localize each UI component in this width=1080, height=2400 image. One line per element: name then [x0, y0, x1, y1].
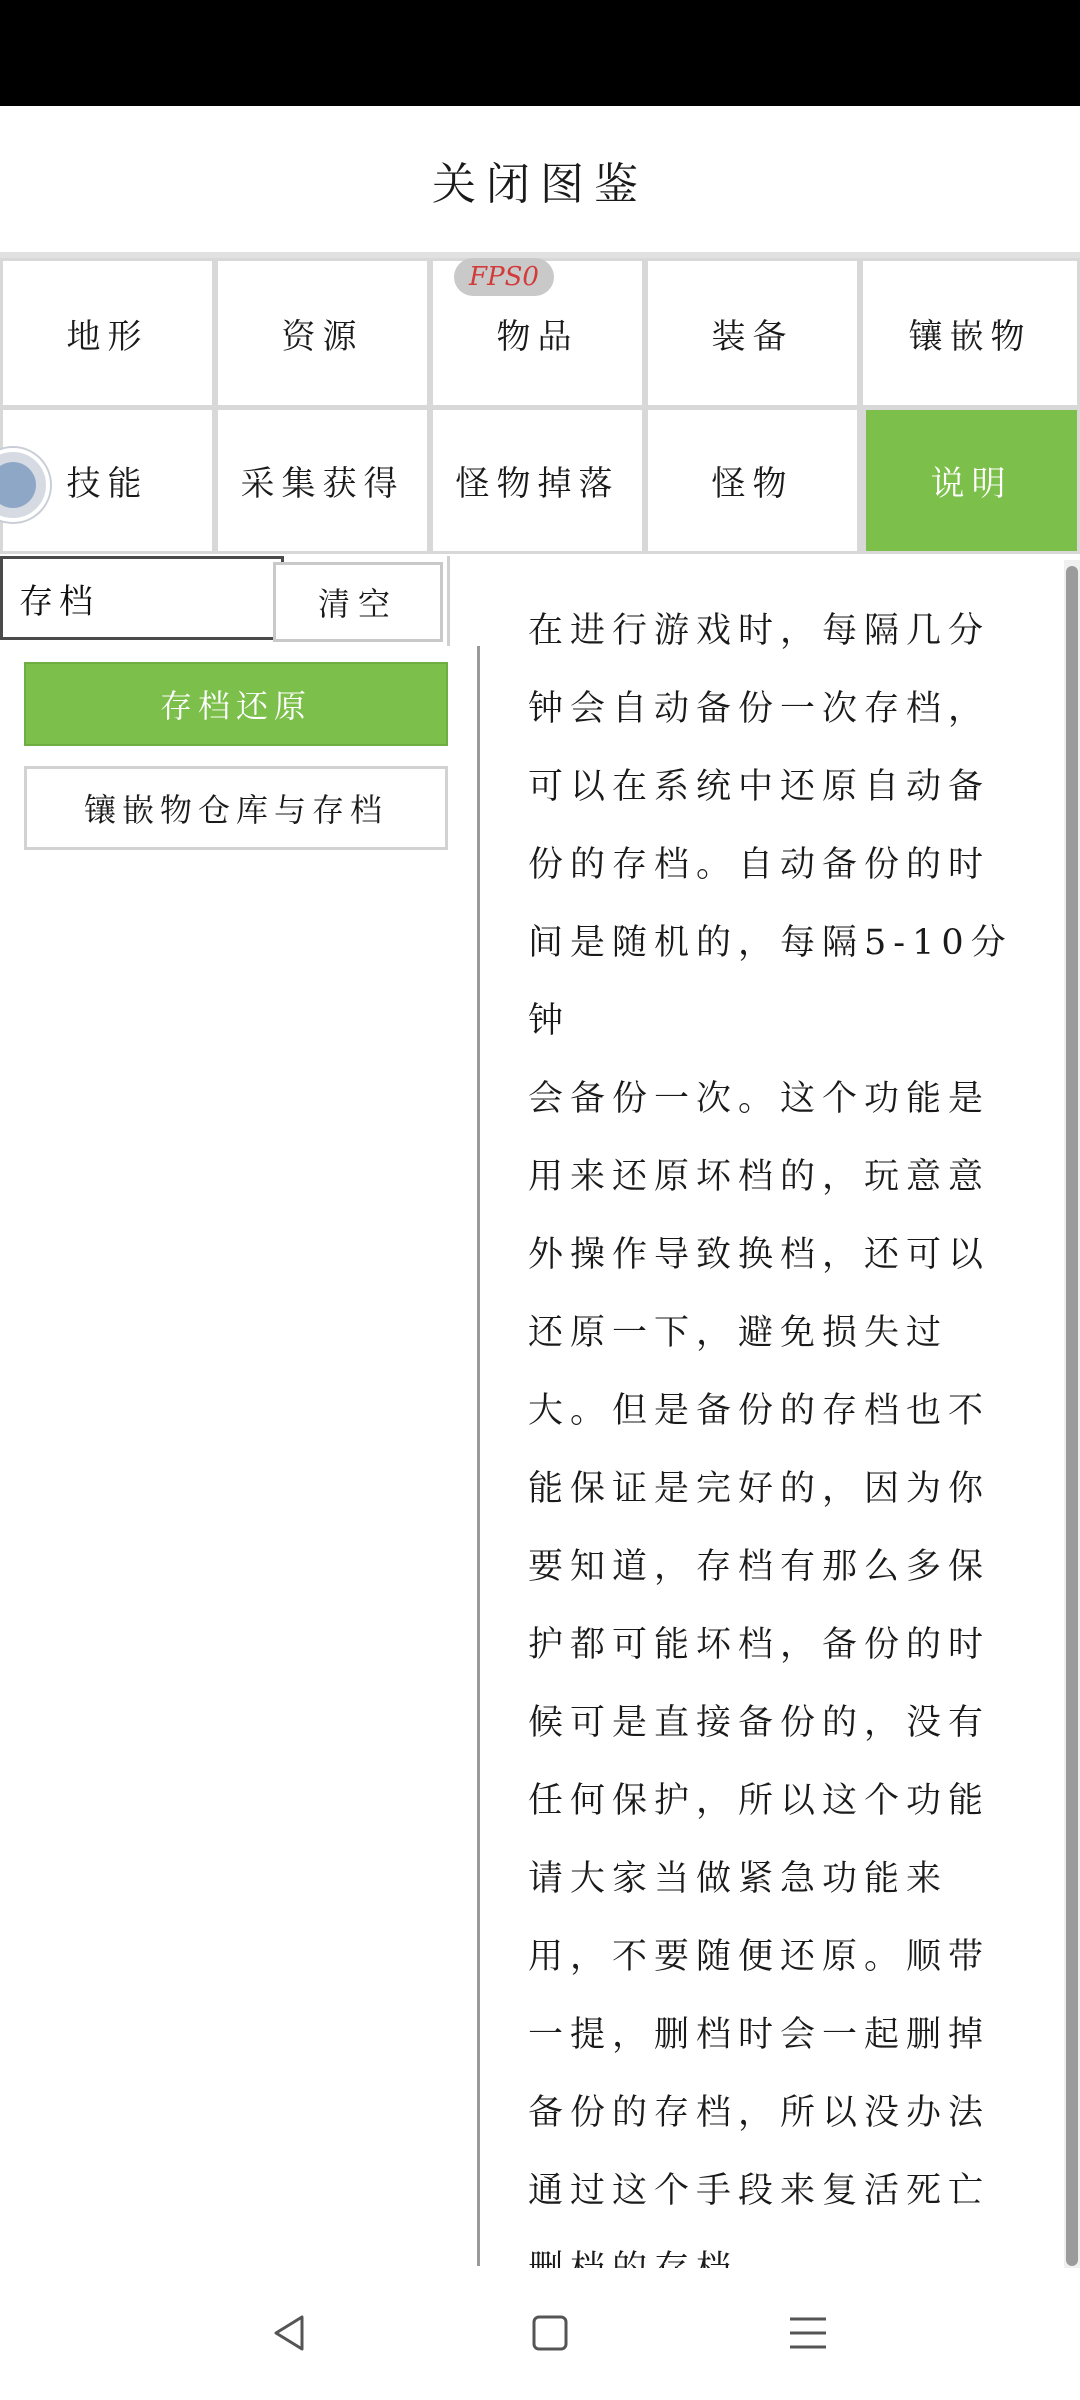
back-triangle-icon — [268, 2311, 312, 2355]
home-square-icon — [528, 2311, 572, 2355]
description-line: 能保证是完好的，因为你 — [528, 1469, 991, 1509]
search-input[interactable] — [0, 556, 284, 640]
description-line: 可以在系统中还原自动备 — [528, 767, 991, 807]
description-line: 候可是直接备份的，没有 — [528, 1703, 991, 1743]
tab-items[interactable]: 物品 — [433, 261, 642, 405]
description-line: 通过这个手段来复活死亡 — [528, 2171, 991, 2211]
tab-monster-drops[interactable]: 怪物掉落 — [433, 410, 642, 551]
panel-divider — [477, 646, 480, 2266]
description-line: 要知道，存档有那么多保 — [528, 1547, 991, 1587]
tab-inlays[interactable]: 镶嵌物 — [863, 261, 1077, 405]
description-line: 请大家当做紧急功能来 — [528, 1859, 949, 1899]
tab-gathering[interactable]: 采集获得 — [218, 410, 427, 551]
description-line: 备份的存档，所以没办法 — [528, 2093, 991, 2133]
list-item-save-restore[interactable]: 存档还原 — [24, 662, 448, 746]
description-line: 一提，删档时会一起删掉 — [528, 2015, 991, 2055]
clear-button[interactable]: 清空 — [273, 562, 443, 642]
description-line: 会备份一次。这个功能是 — [528, 1079, 991, 1119]
tab-instructions[interactable]: 说明 — [866, 410, 1077, 551]
description-line: 还原一下，避免损失过 — [528, 1313, 949, 1353]
description-line: 份的存档。自动备份的时 — [528, 845, 991, 885]
close-codex-title[interactable]: 关闭图鉴 — [432, 159, 648, 210]
assistant-ball-icon — [0, 462, 36, 508]
description-line: 间是随机的，每隔5-10分钟 — [528, 923, 1013, 1041]
description-line: 钟会自动备份一次存档， — [528, 689, 991, 729]
description-line: 用来还原坏档的，玩意意 — [528, 1157, 991, 1197]
description-line: 任何保护，所以这个功能 — [528, 1781, 991, 1821]
status-bar — [0, 0, 1080, 106]
menu-lines-icon — [786, 2311, 830, 2355]
menu-button[interactable] — [768, 2298, 848, 2368]
tab-monsters[interactable]: 怪物 — [648, 410, 857, 551]
fps-badge: FPS0 — [454, 258, 554, 296]
description-line: 在进行游戏时，每隔几分 — [528, 611, 991, 651]
description-line: 用，不要随便还原。顺带 — [528, 1937, 991, 1977]
tab-resources[interactable]: 资源 — [218, 261, 427, 405]
panel-divider-top — [447, 556, 450, 646]
tab-skills[interactable]: 技能 — [3, 410, 212, 551]
category-tabs — [0, 258, 1080, 554]
list-item-inlay-warehouse[interactable]: 镶嵌物仓库与存档 — [24, 766, 448, 850]
header[interactable] — [0, 106, 1080, 254]
description-line: 大。但是备份的存档也不 — [528, 1391, 991, 1431]
description-line: 外操作导致换档，还可以 — [528, 1235, 991, 1275]
description-text — [528, 592, 1028, 2308]
description-line: 护都可能坏档，备份的时 — [528, 1625, 991, 1665]
scrollbar-thumb[interactable] — [1066, 566, 1078, 2266]
home-button[interactable] — [510, 2298, 590, 2368]
tab-terrain[interactable]: 地形 — [3, 261, 212, 405]
back-button[interactable] — [250, 2298, 330, 2368]
tab-equipment[interactable]: 装备 — [648, 261, 857, 405]
